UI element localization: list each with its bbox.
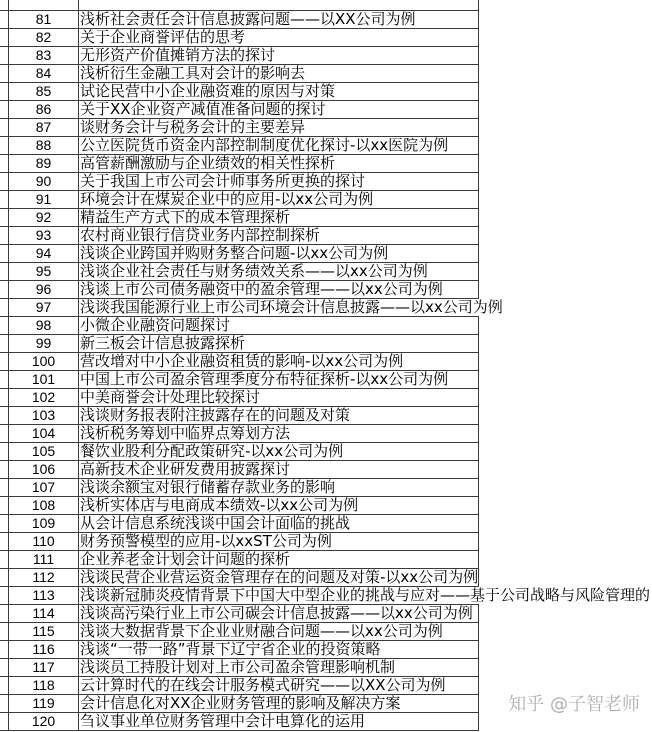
row-number-cell[interactable]: 118	[32, 677, 55, 693]
topic-cell[interactable]: 营改增对中小企业融资租赁的影响-以xx公司为例	[80, 353, 404, 370]
row-number-cell[interactable]: 103	[31, 407, 56, 423]
topic-cell[interactable]: 关于我国上市公司会计师事务所更换的探讨	[80, 173, 366, 190]
table-row	[0, 245, 652, 263]
table-row	[0, 407, 652, 425]
topic-cell[interactable]: 浅析税务筹划中临界点筹划方法	[80, 425, 291, 442]
topic-cell[interactable]: 浅谈高污染行业上市公司碳会计信息披露——以xx公司为例	[80, 605, 473, 622]
table-row	[0, 497, 652, 515]
row-number-cell[interactable]: 119	[32, 695, 55, 711]
table-row	[0, 533, 652, 551]
table-row	[0, 569, 652, 587]
topic-cell[interactable]: 试论民营中小企业融资难的原因与对策	[80, 83, 336, 100]
table-row	[0, 641, 652, 659]
topic-cell[interactable]: 从会计信息系统浅谈中国会计面临的挑战	[80, 515, 351, 532]
topic-cell[interactable]: 精益生产方式下的成本管理探析	[80, 209, 291, 226]
topic-cell[interactable]: 浅谈大数据背景下企业业财融合问题——以xx公司为例	[80, 623, 443, 640]
row-number-cell[interactable]: 109	[31, 515, 56, 531]
row-number-cell[interactable]: 110	[32, 533, 55, 549]
topic-cell[interactable]: 农村商业银行信贷业务内部控制探析	[80, 227, 321, 244]
topic-cell[interactable]: 浅析衍生金融工具对会计的影响去	[80, 65, 306, 82]
row-number-cell[interactable]: 91	[35, 191, 52, 207]
topic-cell[interactable]: 关于XX企业资产减值准备问题的探讨	[80, 101, 326, 118]
table-row	[0, 659, 652, 677]
row-number-cell[interactable]: 89	[35, 155, 52, 171]
topic-cell[interactable]: 谈财务会计与税务会计的主要差异	[80, 119, 306, 136]
row-number-cell[interactable]: 116	[32, 641, 55, 657]
topic-cell[interactable]: 公立医院货币资金内部控制制度优化探讨-以xx医院为例	[80, 137, 449, 154]
table-row	[0, 281, 652, 299]
row-number-cell[interactable]: 97	[35, 299, 52, 315]
table-row	[0, 479, 652, 497]
row-number-cell[interactable]: 84	[35, 65, 52, 81]
topic-cell[interactable]: 环境会计在煤炭企业中的应用-以xx公司为例	[80, 191, 374, 208]
table-row	[0, 29, 652, 47]
table-row	[0, 155, 652, 173]
table-row	[0, 65, 652, 83]
table-row	[0, 605, 652, 623]
topic-cell[interactable]: 中国上市公司盈余管理季度分布特征探析-以xx公司为例	[80, 371, 449, 388]
row-number-cell[interactable]: 117	[32, 659, 55, 675]
table-row	[0, 191, 652, 209]
row-number-cell[interactable]: 104	[31, 425, 56, 441]
topic-cell[interactable]: 刍议事业单位财务管理中会计电算化的运用	[80, 713, 366, 730]
row-number-cell[interactable]: 101	[31, 371, 56, 387]
row-number-cell[interactable]: 108	[31, 497, 56, 513]
topic-cell[interactable]: 无形资产价值摊销方法的探讨	[80, 47, 276, 64]
row-number-cell[interactable]: 82	[35, 29, 52, 45]
topic-cell[interactable]: 云计算时代的在线会计服务模式研究——以XX公司为例	[80, 677, 446, 694]
table-row	[0, 353, 652, 371]
topic-cell[interactable]: 中美商誉会计处理比较探讨	[80, 389, 261, 406]
topic-cell[interactable]: 高管薪酬激励与企业绩效的相关性探析	[80, 155, 336, 172]
table-row	[0, 299, 652, 317]
table-row	[0, 623, 652, 641]
row-number-cell[interactable]: 113	[32, 587, 55, 603]
row-number-cell[interactable]: 99	[35, 335, 52, 351]
table-row	[0, 371, 652, 389]
row-number-cell[interactable]: 106	[31, 461, 56, 477]
topic-cell[interactable]: 浅析实体店与电商成本绩效-以xx公司为例	[80, 497, 359, 514]
topic-cell[interactable]: 浅析社会责任会计信息披露问题——以XX公司为例	[80, 11, 416, 28]
table-row	[0, 11, 652, 29]
row-number-cell[interactable]: 114	[32, 605, 55, 621]
table-row	[0, 119, 652, 137]
row-number-cell[interactable]: 93	[35, 227, 52, 243]
row-number-cell[interactable]: 102	[31, 389, 56, 405]
table-row	[0, 173, 652, 191]
topic-cell[interactable]: 浅谈财务报表附注披露存在的问题及对策	[80, 407, 351, 424]
topic-cell[interactable]: 浅谈员工持股计划对上市公司盈余管理影响机制	[80, 659, 396, 676]
watermark: 知乎 @子智老师	[508, 694, 640, 715]
topic-cell[interactable]: 餐饮业股利分配政策研究-以xx公司为例	[80, 443, 344, 460]
row-number-cell[interactable]: 94	[35, 245, 52, 261]
row-number-cell[interactable]: 81	[35, 11, 52, 27]
topic-cell[interactable]: 浅谈上市公司债务融资中的盈余管理——以xx公司为例	[80, 281, 443, 298]
table-row	[0, 137, 652, 155]
table-row	[0, 389, 652, 407]
row-number-cell[interactable]: 87	[35, 119, 52, 135]
topic-cell[interactable]: 浅谈“一带一路”背景下辽宁省企业的投资策略	[80, 641, 381, 658]
table-row	[0, 47, 652, 65]
table-row	[0, 461, 652, 479]
row-number-cell[interactable]: 86	[35, 101, 52, 117]
row-number-cell[interactable]: 107	[31, 479, 56, 495]
table-row	[0, 443, 652, 461]
topic-cell[interactable]: 高新技术企业研发费用披露探讨	[80, 461, 291, 478]
table-row	[0, 515, 652, 533]
table-row	[0, 425, 652, 443]
topic-cell[interactable]: 浅谈民营企业营运资金管理存在的问题及对策-以xx公司为例	[80, 569, 479, 586]
topic-cell[interactable]: 新三板会计信息披露探析	[80, 335, 246, 352]
topic-cell[interactable]: 浅谈企业社会责任与财务绩效关系——以xx公司为例	[80, 263, 428, 280]
row-number-cell[interactable]: 90	[35, 173, 52, 189]
topic-cell[interactable]: 浅谈我国能源行业上市公司环境会计信息披露——以xx公司为例	[80, 299, 503, 316]
row-number-cell[interactable]: 105	[31, 443, 56, 459]
row-number-cell[interactable]: 96	[35, 281, 52, 297]
row-number-cell[interactable]: 100	[31, 353, 56, 369]
topic-cell[interactable]: 关于企业商誉评估的思考	[80, 29, 246, 46]
row-number-cell[interactable]: 83	[35, 47, 52, 63]
table-row	[0, 209, 652, 227]
table-row	[0, 101, 652, 119]
table-row	[0, 83, 652, 101]
topic-cell[interactable]: 企业养老金计划会计问题的探析	[80, 551, 291, 568]
row-number-cell[interactable]: 120	[31, 713, 56, 729]
row-number-cell[interactable]: 88	[35, 137, 52, 153]
table-row	[0, 263, 652, 281]
table-row	[0, 317, 652, 335]
table-row	[0, 335, 652, 353]
topic-cell[interactable]: 浅谈余额宝对银行储蓄存款业务的影响	[80, 479, 336, 496]
topic-cell[interactable]: 会计信息化对XX企业财务管理的影响及解决方案	[80, 695, 401, 712]
topic-cell[interactable]: 财务预警模型的应用-以xxST公司为例	[80, 533, 332, 550]
spreadsheet-grid	[0, 11, 652, 731]
row-number-cell[interactable]: 115	[32, 623, 55, 639]
row-number-cell[interactable]: 85	[35, 83, 52, 99]
topic-cell[interactable]: 浅谈企业跨国并购财务整合问题-以xx公司为例	[80, 245, 389, 262]
row-number-cell[interactable]: 112	[32, 569, 55, 585]
table-row	[0, 587, 652, 605]
topic-cell[interactable]: 小微企业融资问题探讨	[80, 317, 231, 334]
row-number-cell[interactable]: 98	[35, 317, 52, 333]
row-number-cell[interactable]: 111	[32, 551, 55, 567]
table-row	[0, 551, 652, 569]
row-number-cell[interactable]: 95	[35, 263, 52, 279]
row-number-cell[interactable]: 92	[35, 209, 52, 225]
topic-cell[interactable]: 浅谈新冠肺炎疫情背景下中国大中型企业的挑战与应对——基于公司战略与风险管理的	[80, 587, 650, 604]
table-row	[0, 227, 652, 245]
